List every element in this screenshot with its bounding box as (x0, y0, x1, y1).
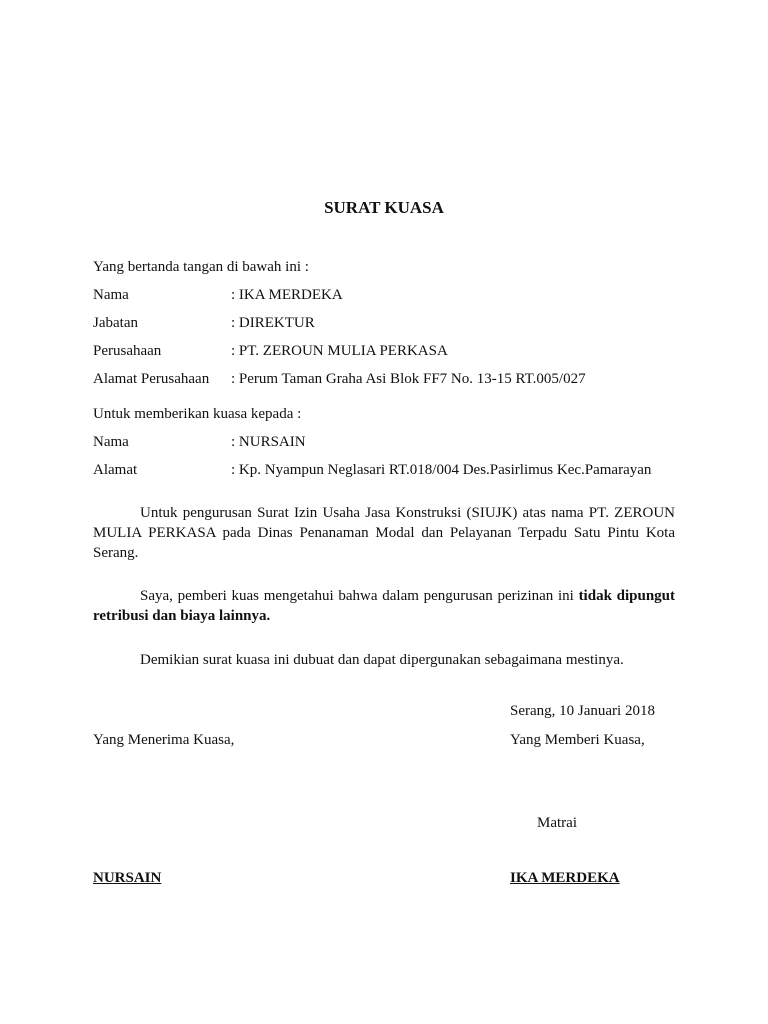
grantor-name-label: Nama (93, 287, 129, 303)
giver-label: Yang Memberi Kuasa, (510, 732, 645, 748)
grantor-address-label: Alamat Perusahaan (93, 371, 210, 387)
receiver-name: NURSAIN (93, 870, 162, 886)
grantor-name-value: : IKA MERDEKA (231, 287, 343, 303)
grantor-position-label: Jabatan (93, 315, 138, 331)
no-fee-bold-text: tidak dipungut retribusi dan biaya lainnya. (93, 588, 675, 624)
grantee-name-label: Nama (93, 434, 129, 450)
grantor-address-value: : Perum Taman Graha Asi Blok FF7 No. 13-15 RT.005/027 (231, 371, 586, 387)
giver-name: IKA MERDEKA (510, 870, 620, 886)
grantor-company-label: Perusahaan (93, 343, 162, 359)
intro-text: Yang bertanda tangan di bawah ini : (93, 259, 309, 275)
grantee-intro-text: Untuk memberikan kuasa kepada : (93, 406, 302, 422)
no-fee-paragraph (93, 586, 675, 626)
grantee-address-label: Alamat (93, 462, 138, 478)
place-date: Serang, 10 Januari 2018 (510, 703, 655, 719)
stamp-label: Matrai (537, 815, 577, 831)
receiver-label: Yang Menerima Kuasa, (93, 732, 235, 748)
grantee-name-value: : NURSAIN (231, 434, 306, 450)
no-fee-text: Saya, pemberi kuas mengetahui bahwa dalam pengurusan perizinan ini (140, 588, 579, 604)
grantor-position-value: : DIREKTUR (231, 315, 315, 331)
closing-paragraph: Demikian surat kuasa ini dubuat dan dapat dipergunakan sebagaimana mestinya. (140, 652, 624, 668)
grantor-company-value: : PT. ZEROUN MULIA PERKASA (231, 343, 448, 359)
letter-title: SURAT KUASA (324, 198, 444, 217)
purpose-paragraph: Untuk pengurusan Surat Izin Usaha Jasa Konstruksi (SIUJK) atas nama PT. ZEROUN MULIA PERKASA pada Dinas Penanaman Modal dan Pelayanan Terpadu Satu Pintu Kota Serang. (93, 505, 675, 561)
grantee-address-value: : Kp. Nyampun Neglasari RT.018/004 Des.Pasirlimus Kec.Pamarayan (231, 462, 652, 478)
